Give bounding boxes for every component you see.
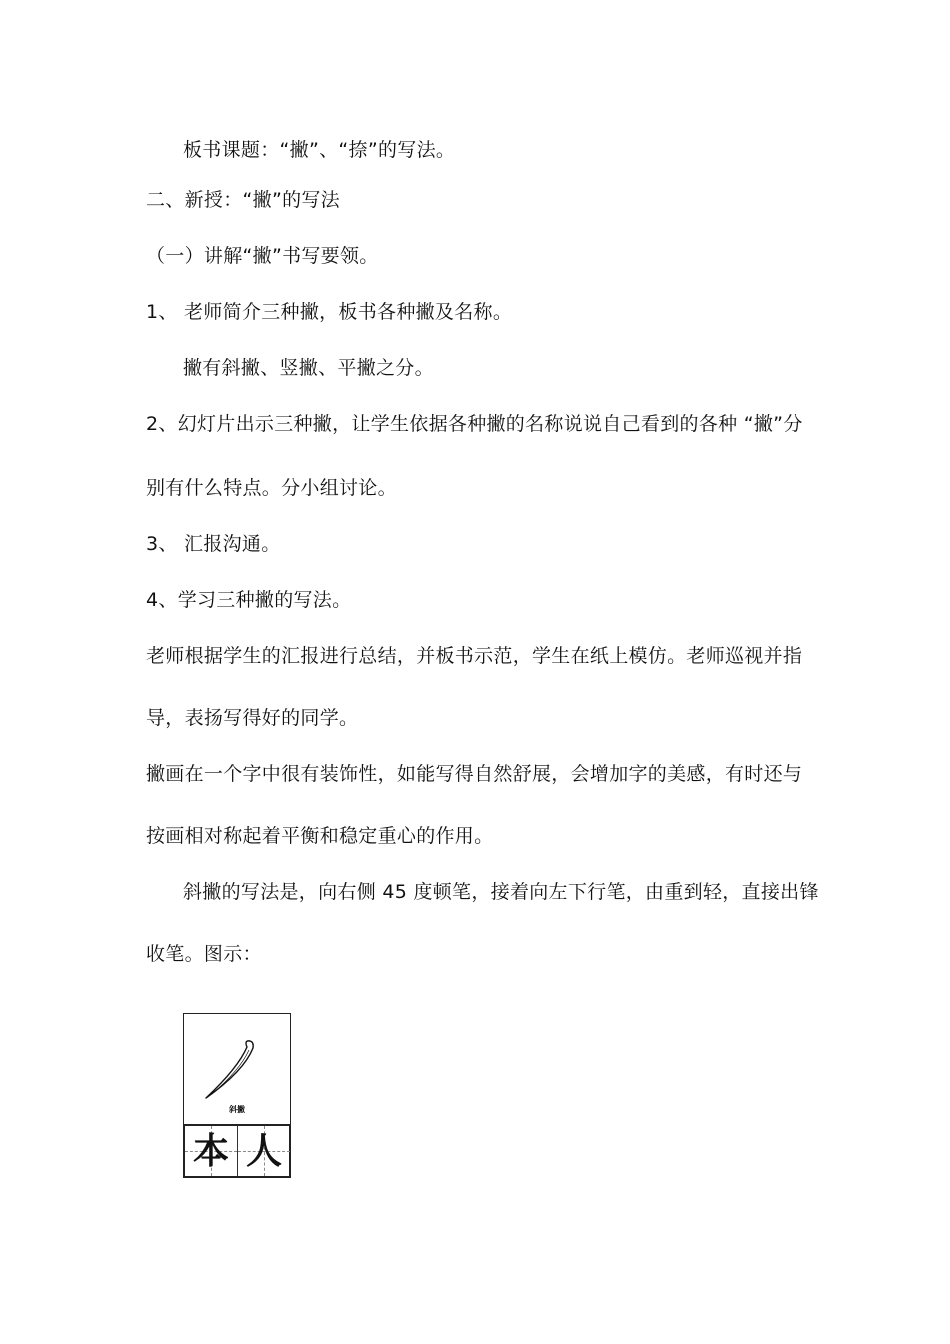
line-pie-stroke-note-cont: 按画相对称起着平衡和稳定重心的作用。: [146, 825, 494, 847]
line-section-two: 二、新授：“撇”的写法: [146, 189, 340, 211]
line-diagram-label: 收笔。图示：: [146, 943, 262, 965]
example-character: 人: [245, 1130, 282, 1172]
line-item-1-detail: 撇有斜撇、竖撇、平撇之分。: [183, 357, 434, 379]
slant-stroke-illustration: [184, 1014, 290, 1104]
slant-stroke-figure: [183, 1013, 291, 1179]
line-item-3: 3、 汇报沟通。: [146, 533, 281, 555]
line-item-1: 1、 老师简介三种撇，板书各种撇及名称。: [146, 301, 513, 323]
line-subsection-one: （一）讲解“撇”书写要领。: [146, 245, 379, 267]
example-character: 本: [192, 1130, 229, 1172]
stroke-caption: 斜撇: [229, 1104, 245, 1114]
stroke-demo-box: [183, 1013, 291, 1125]
line-item-2: 2、幻灯片出示三种撇，让学生依据各种撇的名称说说自己看到的各种 “撇”分: [146, 413, 803, 435]
line-pie-stroke-note: 撇画在一个字中很有装饰性，如能写得自然舒展，会增加字的美感，有时还与: [146, 763, 803, 785]
example-characters-grid: [183, 1124, 291, 1178]
line-board-title: 板书课题：“撇”、“捺”的写法。: [183, 139, 456, 161]
example-cell: [185, 1126, 238, 1176]
line-slant-stroke-method: 斜撇的写法是，向右侧 45 度顿笔，接着向左下行笔，由重到轻，直接出锋: [183, 881, 819, 903]
line-teacher-summary-cont: 导，表扬写得好的同学。: [146, 707, 359, 729]
line-item-2-cont: 别有什么特点。分小组讨论。: [146, 477, 397, 499]
line-item-4: 4、学习三种撇的写法。: [146, 589, 352, 611]
example-cell: [238, 1126, 290, 1176]
line-teacher-summary: 老师根据学生的汇报进行总结，并板书示范，学生在纸上模仿。老师巡视并指: [146, 645, 803, 667]
